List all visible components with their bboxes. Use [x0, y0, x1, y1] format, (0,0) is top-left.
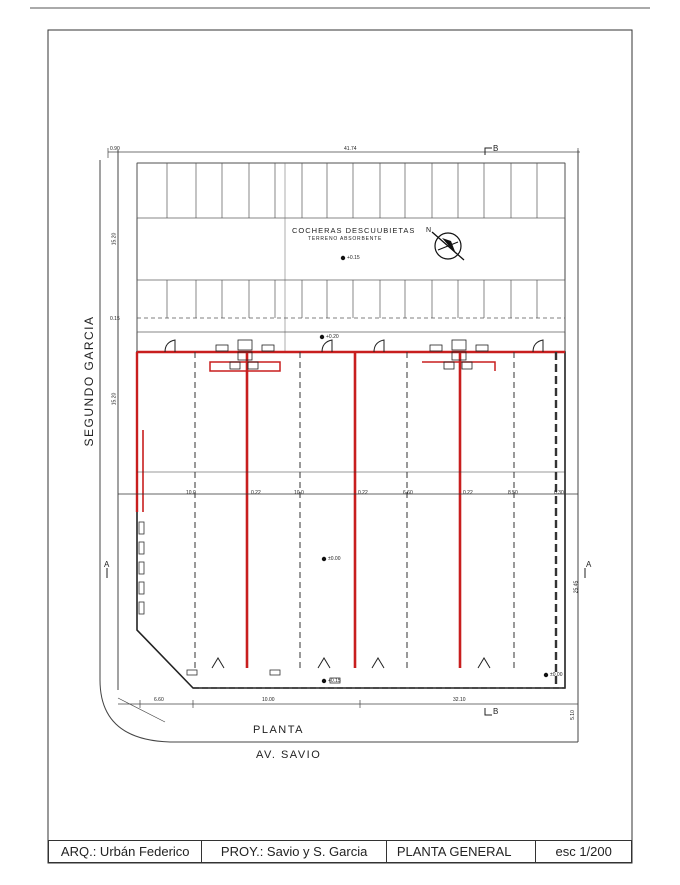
svg-text:N: N [426, 227, 432, 234]
section-mark-b-top: B [493, 144, 499, 153]
dim-left-mid: 15.20 [111, 392, 118, 406]
section-mark-b-bottom: B [493, 707, 499, 716]
level-0: +0.15 [347, 255, 360, 261]
parking-area-sublabel: TERRENO ABSORBENTE [308, 236, 383, 242]
architect-cell: ARQ.: Urbán Federico [49, 841, 202, 862]
dim-row-1: 0.22 [251, 490, 261, 496]
building-outline [137, 352, 565, 688]
dim-bottom-left: 6.60 [154, 697, 164, 703]
dim-row-2: 10.0 [294, 490, 304, 496]
level-2: ±0.00 [328, 556, 341, 562]
level-3: +0.15 [328, 678, 341, 684]
level-1: +0.20 [326, 334, 339, 340]
parking-area-label: COCHERAS DESCUUBIETAS [292, 226, 416, 235]
dim-top-left: 0.90 [110, 146, 120, 152]
bottom-dimensions [118, 698, 578, 722]
partition-walls [247, 352, 460, 668]
dim-row-6: 8.50 [508, 490, 518, 496]
section-mark-a-left: A [104, 560, 110, 569]
level-4: ±0.00 [550, 672, 563, 678]
dim-right-bottom: 5.10 [569, 710, 576, 720]
structural-grid [118, 352, 578, 688]
dim-row-3: 0.22 [358, 490, 368, 496]
scale-cell: esc 1/200 [555, 844, 612, 859]
parking-stalls-bottom [137, 280, 565, 332]
parking-stalls-top [137, 163, 565, 218]
dim-row-4: 6.60 [403, 490, 413, 496]
bathroom-fixtures [216, 340, 488, 369]
dim-row-7: 0.30 [554, 490, 564, 496]
sheet-name-cell: PLANTA GENERAL [387, 841, 537, 862]
dim-row-0: 10.0 [186, 490, 196, 496]
north-arrow-icon [426, 227, 464, 260]
sheet-frame [48, 30, 632, 863]
dim-left-top: 15.20 [111, 232, 118, 246]
project-cell: PROY.: Savio y S. Garcia [202, 841, 386, 862]
dim-row-5: 0.22 [463, 490, 473, 496]
dim-bottom-mid: 10.00 [262, 697, 275, 703]
section-mark-a-right: A [586, 560, 592, 569]
title-block [48, 840, 632, 863]
left-wall-fixtures [139, 522, 340, 683]
dim-right-side: 25.45 [573, 580, 580, 594]
view-title: PLANTA [253, 724, 304, 736]
dim-left-small: 0.15 [110, 316, 120, 322]
street-bottom-label: AV. SAVIO [256, 749, 322, 761]
dim-bottom-right: 32.10 [453, 697, 466, 703]
dim-top-total: 41.74 [344, 146, 357, 152]
street-left-label: SEGUNDO GARCIA [82, 315, 96, 447]
